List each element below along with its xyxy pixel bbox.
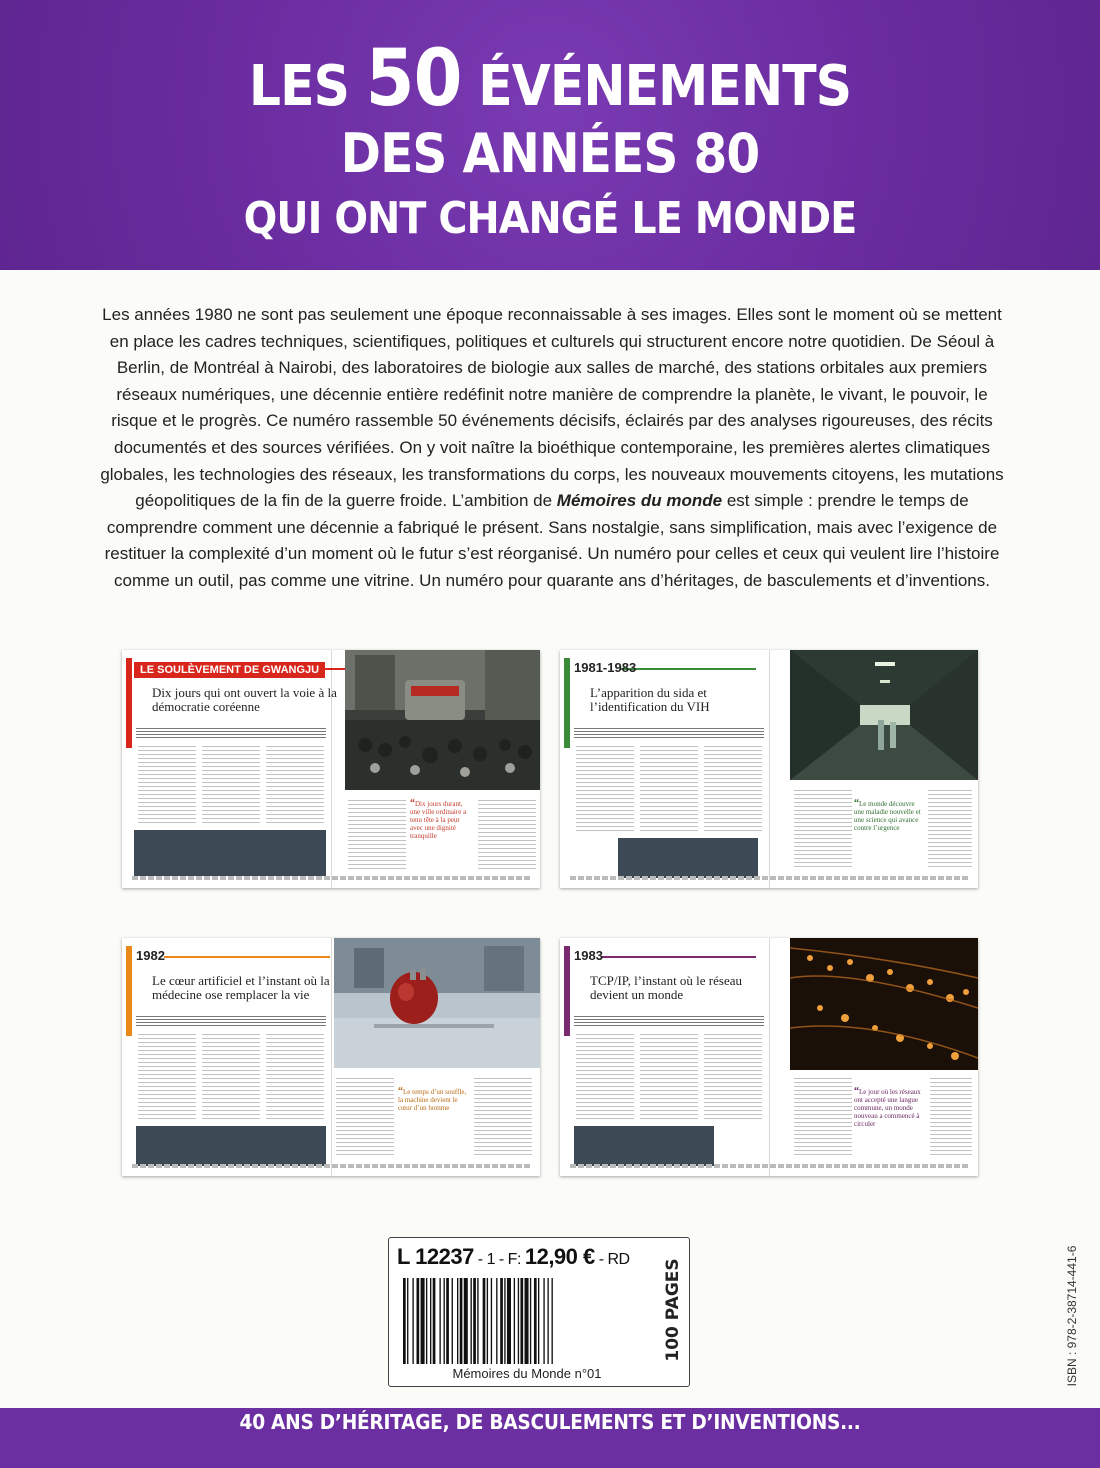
- barcode-stripe: [525, 1278, 529, 1364]
- pull-quote-text: Le monde découvre une maladie nouvelle et une science qui avance contre l’urgence: [854, 800, 921, 832]
- spread-sida: [560, 650, 978, 888]
- barcode-stripe: [452, 1278, 453, 1364]
- text-column: [576, 746, 634, 834]
- isbn-text: ISBN : 978-2-38714-441-6: [1065, 1245, 1079, 1387]
- heart-photo-svg: [334, 938, 540, 1068]
- text-column: [348, 800, 406, 870]
- spread-footer: [132, 1164, 530, 1168]
- barcode-stripe: [433, 1278, 436, 1364]
- spread-pull-quote: [854, 800, 924, 832]
- barcode-stripe: [473, 1278, 476, 1364]
- barcode-stripe: [491, 1278, 492, 1364]
- title-number: 50: [365, 34, 462, 124]
- barcode-stripe: [444, 1278, 445, 1364]
- barcode-stripe: [403, 1278, 406, 1364]
- magazine-name: Mémoires du monde: [556, 491, 723, 511]
- barcode-stripe: [471, 1278, 472, 1364]
- quote-mark: “: [410, 798, 415, 809]
- barcode-stripe: [518, 1278, 519, 1364]
- barcode-bars: [403, 1278, 653, 1364]
- text-column: [202, 1034, 260, 1122]
- street-photo-svg: [345, 650, 540, 790]
- text-column: [928, 790, 972, 870]
- spread-kicker: LE SOULÈVEMENT DE GWANGJU: [134, 662, 325, 678]
- barcode-stripe: [457, 1278, 458, 1364]
- pull-quote-text: Le jour où les réseaux ont accepté une langue commune, un monde nouveau a commencé à circuler: [854, 1088, 921, 1128]
- kicker-rule: [164, 956, 330, 958]
- barcode-stripe: [483, 1278, 486, 1364]
- spread-headline: L’apparition du sida et l’identification du VIH: [590, 685, 710, 714]
- kicker-rule: [602, 956, 756, 958]
- price-line: [397, 1244, 630, 1273]
- intro-paragraph: [92, 302, 1012, 595]
- inset-box: [134, 830, 326, 876]
- text-column: [478, 800, 536, 870]
- barcode-stripe: [487, 1278, 488, 1364]
- spread-lead-text: [136, 1016, 326, 1028]
- text-column: [640, 1034, 698, 1122]
- barcode-stripe: [496, 1278, 497, 1364]
- title-line-3: QUI ONT CHANGÉ LE MONDE: [243, 193, 857, 244]
- barcode-stripe: [507, 1278, 511, 1364]
- title-line-1-pre: LES: [248, 54, 366, 119]
- corridor-photo-svg: [790, 650, 978, 780]
- barcode-stripe: [477, 1278, 478, 1364]
- inset-box: [574, 1126, 714, 1166]
- footer-tagline: 40 ANS D’HÉRITAGE, DE BASCULEMENTS ET D’INVENTIONS...: [239, 1410, 861, 1434]
- spread-headline: Dix jours qui ont ouvert la voie à la démocratie coréenne: [152, 685, 337, 714]
- cover-header: [0, 0, 1100, 270]
- spread-lead-text: [574, 1016, 764, 1028]
- spread-kicker: 1983: [574, 948, 603, 963]
- barcode-stripe: [547, 1278, 548, 1364]
- pull-quote-text: Le temps d’un souffle, la machine devient le cœur d’un homme: [398, 1088, 467, 1112]
- page-fold: [331, 938, 332, 1176]
- text-column: [202, 746, 260, 826]
- photo-network-cables: [790, 938, 978, 1070]
- issue-code: - 1 - F:: [473, 1251, 525, 1268]
- spread-pull-quote: [410, 800, 470, 840]
- pull-quote-text: Dix jours durant, une ville ordinaire a tenu tête à la peur avec une dignité tranquille: [410, 800, 467, 840]
- barcode-stripe: [504, 1278, 505, 1364]
- sidebar-tab: [126, 658, 132, 748]
- inset-box: [136, 1126, 326, 1166]
- barcode-box: [388, 1237, 690, 1387]
- quote-mark: “: [854, 798, 859, 809]
- photo-gwangju-street: [345, 650, 540, 790]
- barcode-stripe: [530, 1278, 531, 1364]
- text-column: [794, 1078, 852, 1158]
- spread-pull-quote: [854, 1088, 926, 1128]
- sidebar-tab: [564, 946, 570, 1036]
- page-fold: [769, 938, 770, 1176]
- spread-headline: TCP/IP, l’instant où le réseau devient un monde: [590, 973, 743, 1002]
- text-column: [640, 746, 698, 834]
- quote-mark: “: [398, 1086, 403, 1097]
- page-fold: [769, 650, 770, 888]
- barcode-stripe: [552, 1278, 553, 1364]
- isbn: [1062, 1236, 1082, 1396]
- title-line-2: DES ANNÉES 80: [340, 122, 760, 185]
- barcode-stripe: [543, 1278, 544, 1364]
- barcode-stripe: [446, 1278, 449, 1364]
- text-column: [266, 746, 324, 826]
- text-column: [138, 746, 196, 826]
- text-column: [576, 1034, 634, 1122]
- spread-kicker: 1981-1983: [574, 660, 637, 675]
- barcode-stripe: [439, 1278, 440, 1364]
- barcode-stripe: [514, 1278, 515, 1364]
- spread-kicker: 1982: [136, 948, 165, 963]
- text-column: [266, 1034, 324, 1122]
- text-column: [336, 1078, 394, 1158]
- intro-part-2: est simple : prendre le temps de comprendre comment une décennie a fabriqué le présent. Sans nostalgie, sans simplification, mais avec l’exigence de restituer la complexité d’un moment où le futur s’est réorganisé. Un numéro pour celles et ceux qui veulent lire l’histoire comme un outil, pas comme une vitrine. Un numéro pour quarante ans d’héritages, de basculements et d’inventions.: [104, 491, 1000, 590]
- barcode-stripe: [520, 1278, 523, 1364]
- barcode-stripe: [534, 1278, 537, 1364]
- text-column: [138, 1034, 196, 1122]
- network-photo-svg: [790, 938, 978, 1070]
- kicker-rule: [620, 668, 756, 670]
- barcode-stripe: [464, 1278, 468, 1364]
- price-suffix: - RD: [594, 1251, 630, 1268]
- spread-pull-quote: [398, 1088, 468, 1112]
- spread-footer: [570, 1164, 968, 1168]
- spread-lead-text: [136, 728, 326, 740]
- intro-part-1: Les années 1980 ne sont pas seulement une époque reconnaissable à ses images. Elles sont le moment où se mettent en place les cadres techniques, scientifiques, politiques et culturels qui structurent encore notre quotidien. De Séoul à Berlin, de Montréal à Nairobi, des laboratoires de biologie aux salles de marché, des stations orbitales aux premiers réseaux numériques, une décennie entière redéfinit notre manière de comprendre la planète, le vivant, le pouvoir, le risque et le progrès. Ce numéro rassemble 50 événements décisifs, éclairés par des analyses rigoureuses, des récits documentés et des sources vérifiées. On y voit naître la bioéthique contemporaine, les premières alertes climatiques globales, les technologies des réseaux, les transformations du corps, les nouveaux mouvements citoyens, les mutations géopolitiques de la fin de la guerre froide. L’ambition de: [100, 305, 1004, 511]
- spread-footer: [570, 876, 968, 880]
- quote-mark: “: [854, 1086, 859, 1097]
- inset-box: [618, 838, 758, 878]
- pages-count-text: 100 PAGES: [663, 1258, 683, 1362]
- spread-tcpip: [560, 938, 978, 1176]
- pages-count: [660, 1246, 686, 1374]
- barcode-stripe: [426, 1278, 427, 1364]
- barcode-stripe: [460, 1278, 463, 1364]
- text-column: [704, 746, 762, 834]
- price: 12,90 €: [524, 1244, 595, 1269]
- photo-hospital-corridor: [790, 650, 978, 780]
- title-line-1: [55, 34, 1045, 124]
- text-column: [930, 1078, 972, 1158]
- product-code: L 12237: [397, 1244, 474, 1269]
- barcode-stripe: [538, 1278, 539, 1364]
- barcode-stripe: [421, 1278, 425, 1364]
- barcode-stripe: [500, 1278, 503, 1364]
- barcode-stripe: [407, 1278, 408, 1364]
- spread-gwangju: [122, 650, 540, 888]
- barcode-stripe: [412, 1278, 413, 1364]
- text-column: [704, 1034, 762, 1122]
- barcode-stripe: [417, 1278, 420, 1364]
- sidebar-tab: [126, 946, 132, 1036]
- spread-footer: [132, 876, 530, 880]
- spread-headline: Le cœur artificiel et l’instant où la médecine ose remplacer la vie: [152, 973, 330, 1002]
- title-line-1-post: ÉVÉNEMENTS: [461, 54, 852, 119]
- sidebar-tab: [564, 658, 570, 748]
- photo-artificial-heart: [334, 938, 540, 1068]
- spread-coeur-artificiel: [122, 938, 540, 1176]
- page-fold: [331, 650, 332, 888]
- text-column: [794, 790, 852, 870]
- spread-lead-text: [574, 728, 764, 740]
- text-column: [474, 1078, 532, 1158]
- barcode-stripe: [430, 1278, 431, 1364]
- barcode-label: Mémoires du Monde n°01: [452, 1366, 602, 1381]
